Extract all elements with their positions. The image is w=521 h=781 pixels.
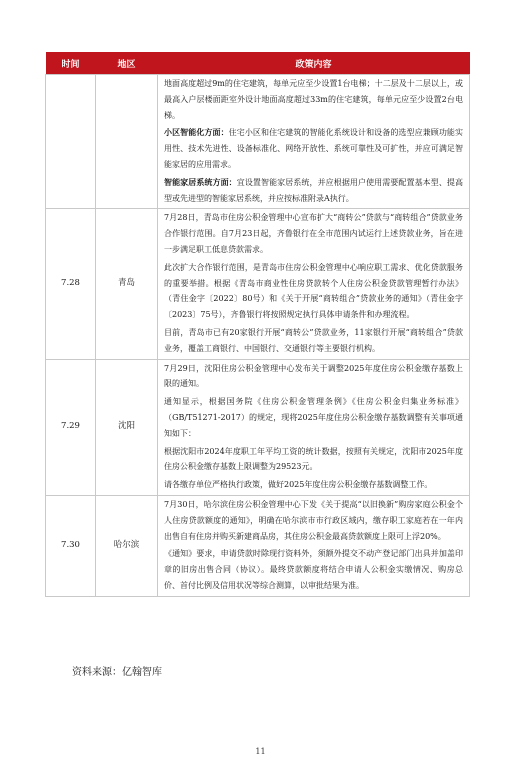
content-paragraph: 请各缴存单位严格执行政策，做好2025年度住房公积金缴存基数调整工作。 — [164, 480, 433, 490]
header-date: 时间 — [46, 52, 96, 75]
content-cell — [158, 495, 470, 596]
content-paragraph: 7月28日，青岛市住房公积金管理中心宣布扩大“商转公”贷款与“商转组合”贷款业务合作银行范围。自7月23日起，齐鲁银行在全市范围内试运行上述贷款业务，旨在进一步满足职工低息贷款需求。 — [164, 213, 463, 254]
date-cell: 7.28 — [46, 209, 96, 359]
content-paragraph: 7月29日，沈阳住房公积金管理中心发布关于调整2025年度住房公积金缴存基数上限的通知。 — [164, 363, 463, 389]
content-paragraph: 此次扩大合作银行范围，是青岛市住房公积金管理中心响应职工需求、优化贷款服务的重要举措。根据《青岛市商业性住房贷款转个人住房公积金贷款管理暂行办法》（青住金字〔2022〕80号）和《关于开展“商转组合”贷款业务的通知》（青住金字〔2023〕75号），齐鲁银行将按照规定执行具体申请条件和办理流程。 — [164, 262, 463, 320]
paragraph-text: 宜设置智能家居系统，并应根据用户使用需要配置基本型、提高型或先进型的智能家居系统，并应按标准附录A执行。 — [164, 177, 463, 203]
table-row-continuation — [46, 75, 470, 209]
paragraph-lead: 小区智能化方面： — [164, 128, 229, 138]
table-row — [46, 209, 470, 359]
page-number: 11 — [255, 747, 266, 756]
date-cell — [46, 75, 96, 209]
table-row — [46, 495, 470, 596]
policy-table — [45, 52, 470, 597]
paragraph-lead: 智能家居系统方面： — [164, 177, 237, 187]
region-cell: 沈阳 — [96, 359, 158, 495]
header-region: 地区 — [96, 52, 158, 75]
region-cell: 青岛 — [96, 209, 158, 359]
content-cell — [158, 75, 470, 209]
content-paragraph: 根据沈阳市2024年度职工年平均工资的统计数据，按照有关规定，沈阳市2025年度住房公积金缴存基数上限调整为29523元。 — [164, 446, 463, 472]
content-paragraph: 通知显示，根据国务院《住房公积金管理条例》《住房公积金归集业务标准》（GB/T51271-2017）的规定，现将2025年度住房公积金缴存基数调整有关事项通知如下： — [164, 397, 463, 438]
content-paragraph: 目前，青岛市已有20家银行开展“商转公”贷款业务，11家银行开展“商转组合”贷款业务，覆盖工商银行、中国银行、交通银行等主要银行机构。 — [164, 327, 463, 353]
content-cell — [158, 209, 470, 359]
region-cell: 哈尔滨 — [96, 495, 158, 596]
table-header-row — [46, 52, 470, 75]
region-cell — [96, 75, 158, 209]
content-paragraph — [164, 125, 463, 172]
date-cell: 7.30 — [46, 495, 96, 596]
header-content: 政策内容 — [158, 52, 470, 75]
source-note: 资料来源：亿翰智库 — [72, 667, 162, 678]
content-cell — [158, 359, 470, 495]
content-paragraph: 地面高度超过9m的住宅建筑，每单元应至少设置1台电梯；十二层及十二层以上，或最高入户层楼面距室外设计地面高度超过33m的住宅建筑，每单元应至少设置2台电梯。 — [164, 79, 463, 120]
date-cell: 7.29 — [46, 359, 96, 495]
content-paragraph: 7月30日，哈尔滨住房公积金管理中心下发《关于提高“以旧换新”购房家庭公积金个人住房贷款额度的通知》，明确在哈尔滨市市行政区域内，缴存职工家庭若在一年内出售自有住房并购买新建商品房，其住房公积金最高贷款额度上限可上浮20%。 — [164, 499, 463, 541]
paragraph-text: 住宅小区和住宅建筑的智能化系统设计和设备的选型应兼顾功能实用性、技术先进性、设备标准化、网络开放性、系统可靠性及可扩性，并应可满足智能家居的应用需求。 — [164, 128, 464, 169]
content-paragraph: 《通知》要求，申请贷款时除现行资料外，须额外提交不动产登记部门出具并加盖印章的旧房出售合同（协议）。最终贷款额度将结合申请人公积金实缴情况、购房总价、首付比例及信用状况等综合测算，以审批结果为准。 — [164, 549, 463, 590]
table-row — [46, 359, 470, 495]
content-paragraph — [164, 175, 463, 207]
